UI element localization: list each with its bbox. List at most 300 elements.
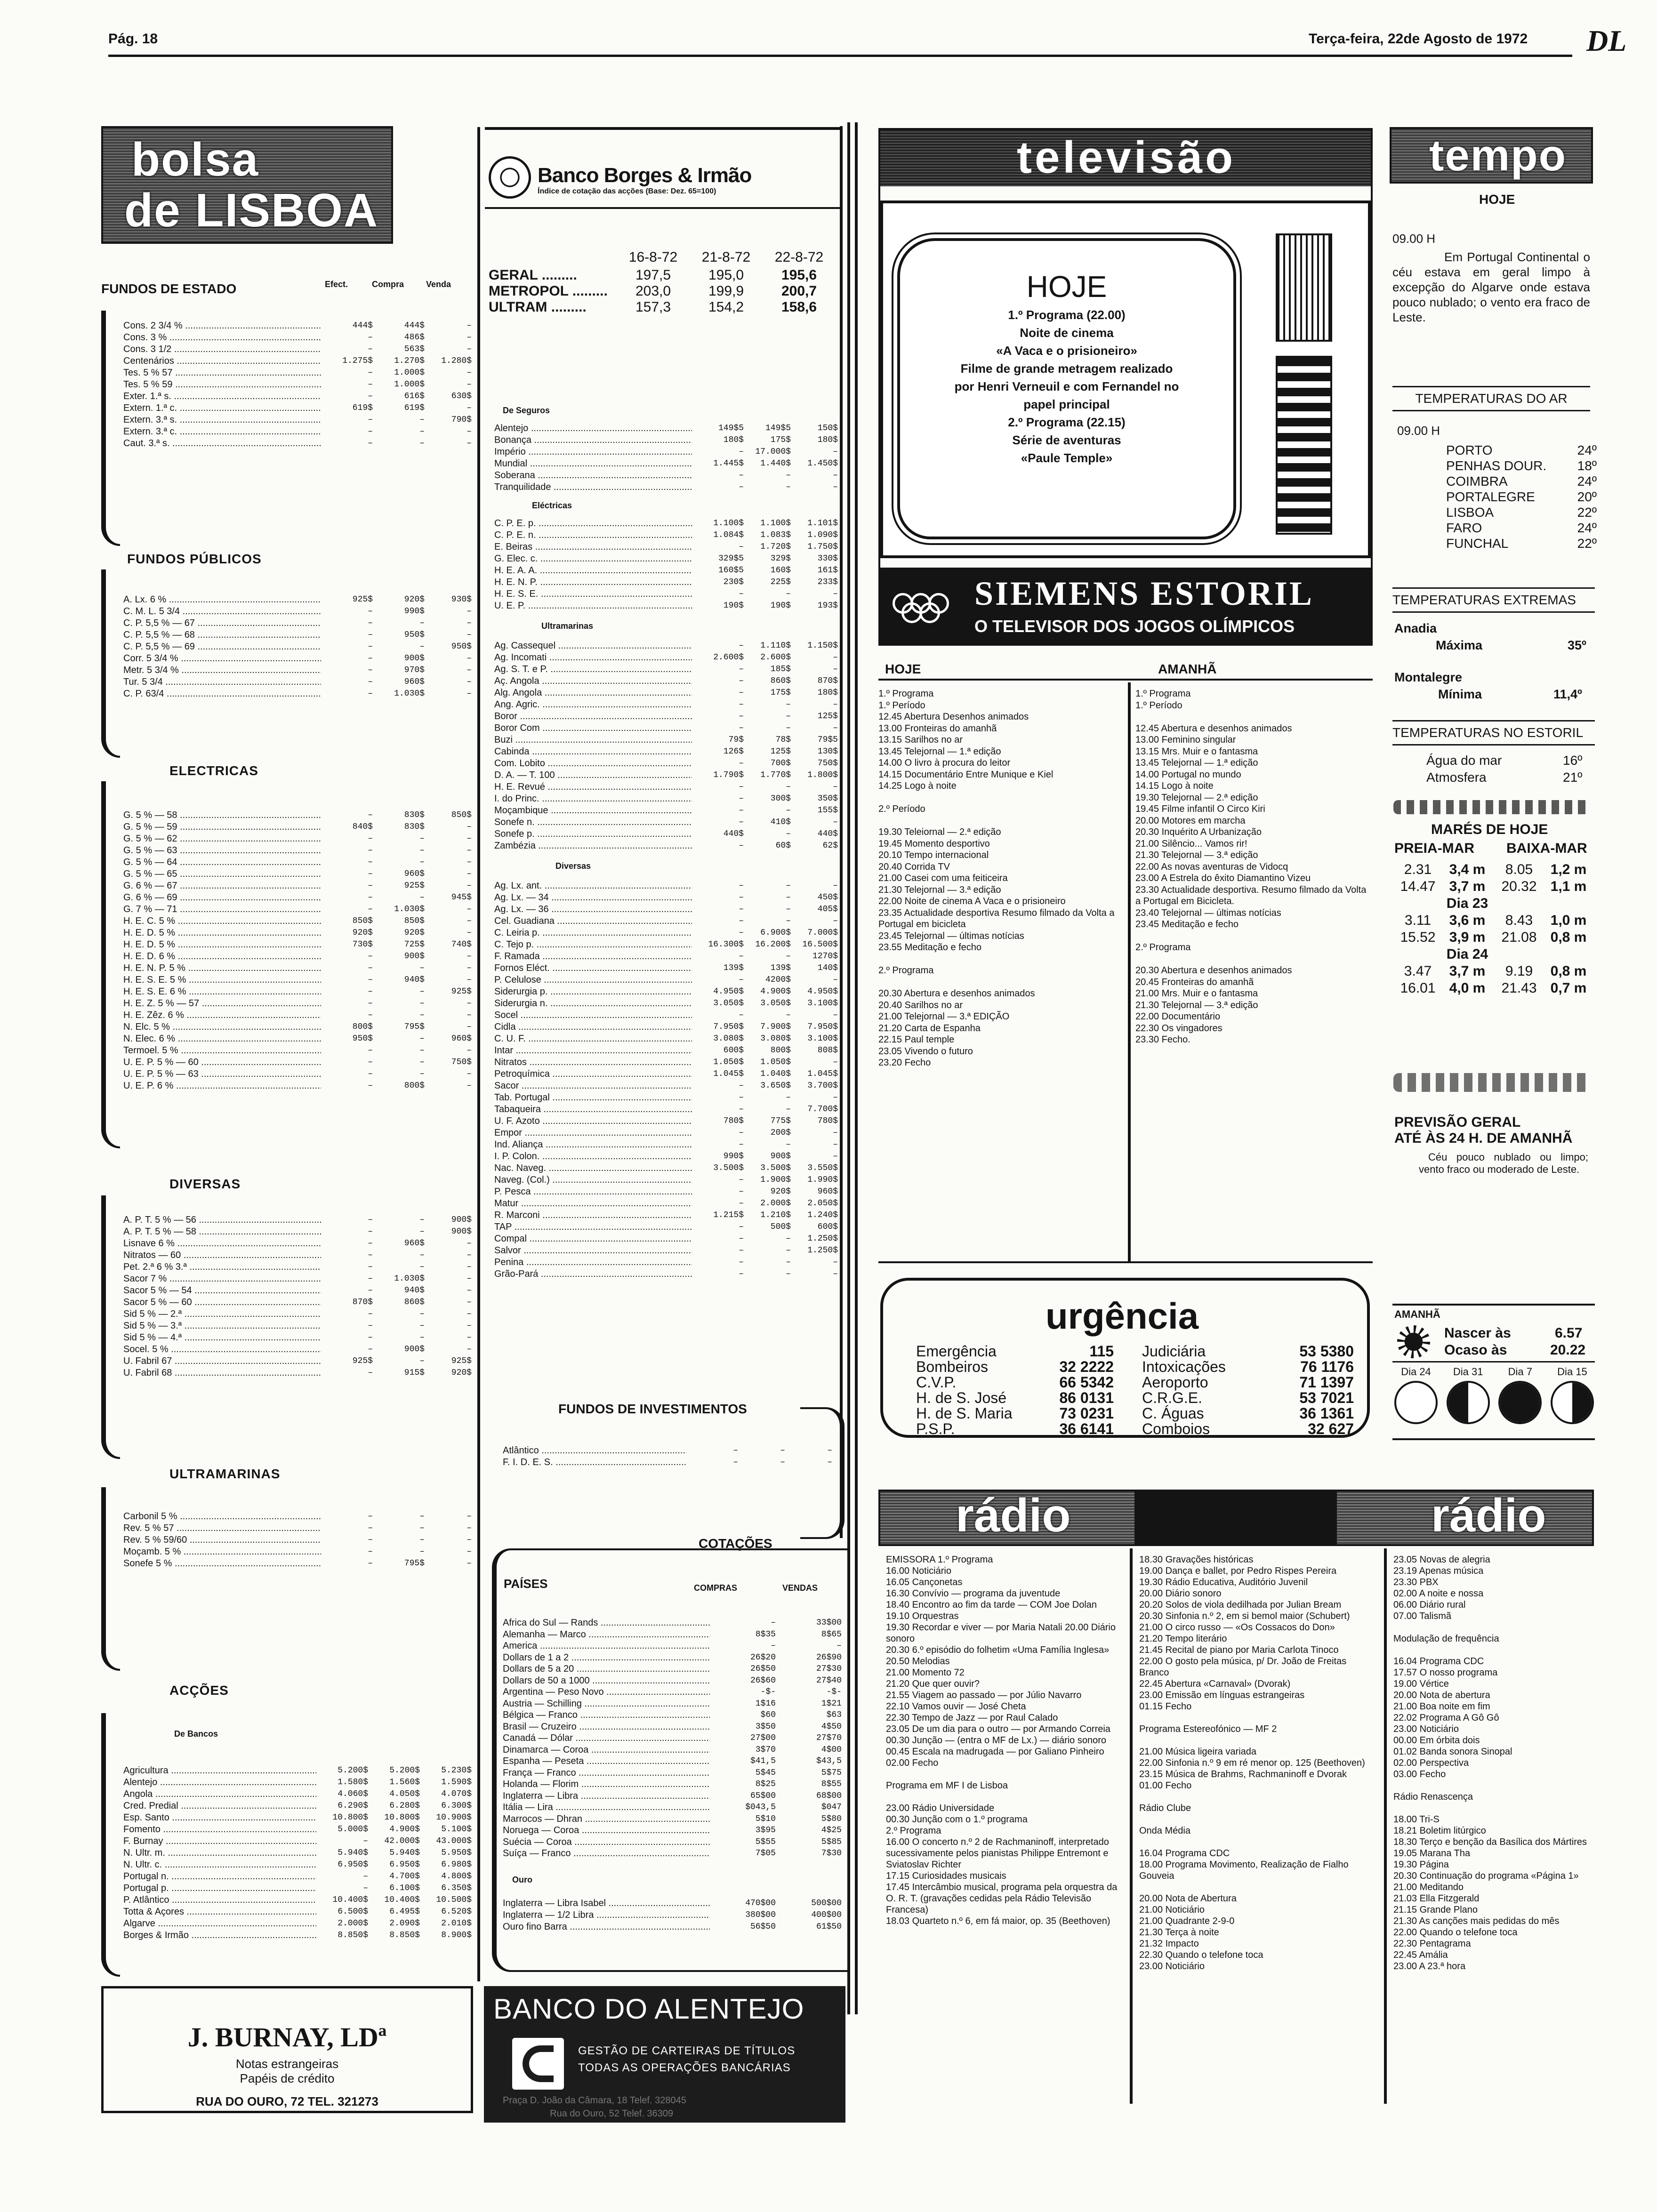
urgencia-row (916, 1390, 1114, 1406)
row-value: 870$ (817, 676, 838, 686)
table-row (494, 1045, 838, 1057)
borges-row (489, 267, 837, 283)
tide-cell: 0,8 m (1550, 963, 1587, 979)
table-row (494, 734, 838, 746)
table-row (494, 577, 838, 588)
diversas-table (123, 1214, 472, 1379)
row-value: – (419, 963, 425, 973)
borges-dates-row (489, 249, 837, 265)
row-value: 26$50 (750, 1664, 776, 1674)
mid-ultramarinas-table (494, 640, 838, 852)
borges-row-value: 197,5 (635, 267, 671, 283)
row-value: 900$ (404, 952, 425, 961)
row-value: $60 (760, 1710, 776, 1720)
row-label: Mundial ..... (494, 458, 692, 470)
table-row (123, 1033, 472, 1045)
row-value: 190$ (723, 601, 744, 610)
row-value: – (786, 916, 791, 926)
table-row (494, 1198, 838, 1210)
row-value: – (786, 829, 791, 839)
row-label: Sacor 7 % ..... (123, 1273, 321, 1285)
row-value: – (419, 1535, 425, 1545)
table-row (494, 470, 838, 481)
row-value: – (739, 881, 744, 890)
row-value: – (368, 1058, 373, 1067)
row-label: Moçamb. 5 % ..... (123, 1546, 321, 1558)
row-label: Soberana ..... (494, 470, 692, 481)
row-label: Fornos Eléct. ..... (494, 962, 692, 974)
row-label: Fomento ..... (123, 1824, 316, 1835)
table-row (494, 828, 838, 840)
row-value: – (739, 928, 744, 938)
urgencia-label: H. de S. Maria (916, 1405, 1013, 1422)
moon-date: Dia 7 (1508, 1366, 1532, 1378)
row-value: – (739, 589, 744, 599)
row-value: – (786, 700, 791, 709)
row-value: – (467, 321, 472, 330)
row-value: – (467, 858, 472, 867)
table-row (494, 805, 838, 817)
table-row (123, 606, 472, 617)
row-value: 43.000$ (436, 1836, 472, 1846)
moon-date: Dia 15 (1557, 1366, 1587, 1378)
row-value: 500$ (770, 1222, 791, 1232)
row-value: 950$ (404, 630, 425, 640)
row-value: – (419, 858, 425, 867)
row-value: 3.050$ (713, 999, 744, 1008)
row-label: H. E. N. P. ..... (494, 577, 692, 588)
radio-banner-dark-center (1134, 1491, 1337, 1544)
row-label: A. P. T. 5 % — 58 ..... (123, 1226, 321, 1238)
table-row (123, 986, 472, 998)
row-value: – (833, 916, 838, 926)
row-value: – (467, 963, 472, 973)
row-value: – (419, 1333, 425, 1342)
siemens-ad (880, 568, 1371, 644)
row-value: 225$ (770, 577, 791, 587)
row-value: – (833, 1269, 838, 1279)
table-row (123, 904, 472, 915)
row-value: – (467, 1239, 472, 1248)
table-row (123, 1021, 472, 1033)
row-label: H. E. N. P. 5 % ..... (123, 962, 321, 974)
table-row (494, 817, 838, 828)
row-label: H. E. S. E. ..... (494, 588, 692, 600)
row-value: 3.080$ (713, 1034, 744, 1043)
row-value: 3.100$ (807, 999, 838, 1008)
row-value: 790$ (451, 415, 472, 425)
table-row (123, 833, 472, 845)
row-value: – (739, 841, 744, 850)
row-value: 8.900$ (441, 1931, 472, 1940)
row-value: 600$ (723, 1046, 744, 1055)
row-label: Império ..... (494, 446, 692, 458)
row-value: – (368, 665, 373, 675)
row-label: G. 6 % — 67 ..... (123, 880, 321, 892)
mares-preia: PREIA-MAR (1394, 841, 1474, 856)
row-value: 619$ (352, 403, 373, 413)
row-label: Sacor ..... (494, 1080, 692, 1092)
row-label: H. E. D. 5 % ..... (123, 927, 321, 939)
row-value: – (368, 642, 373, 651)
row-value: – (419, 642, 425, 651)
table-row (503, 1790, 842, 1802)
row-value: 6.350$ (441, 1883, 472, 1893)
table-row (123, 1010, 472, 1021)
row-value: 800$ (352, 1022, 373, 1032)
row-value: 1.100$ (713, 519, 744, 528)
investimentos-title: FUNDOS DE INVESTIMENTOS (554, 1402, 752, 1417)
row-label: C. P. 5,5 % — 68 ..... (123, 629, 321, 641)
row-value: – (786, 952, 791, 961)
row-label: Canadá — Dólar ..... (503, 1732, 710, 1744)
tide-cell: 1,0 m (1550, 913, 1587, 928)
table-row (503, 1848, 842, 1859)
row-value: – (368, 333, 373, 342)
row-label: P. Pesca ..... (494, 1186, 692, 1198)
table-row (503, 1675, 842, 1687)
row-label: Boror ..... (494, 711, 692, 722)
table-row (494, 1233, 838, 1245)
row-value: – (419, 1227, 425, 1236)
estoril-atmosfera-value: 21º (1563, 770, 1583, 785)
row-value: 450$ (817, 893, 838, 902)
row-value: 1.790$ (713, 770, 744, 780)
row-label: G. 7 % — 71 ..... (123, 904, 321, 915)
row-value: – (368, 1345, 373, 1354)
row-value: 2.000$ (338, 1919, 368, 1928)
moon-icon (1551, 1381, 1594, 1424)
table-row (494, 998, 838, 1010)
table-row (503, 1813, 842, 1825)
table-row (123, 1344, 472, 1355)
table-row (123, 1859, 472, 1871)
table-row (123, 1045, 472, 1057)
borges-top-rule (485, 127, 843, 130)
table-row (123, 892, 472, 904)
row-value: – (786, 881, 791, 890)
table-row (123, 688, 472, 700)
row-label: Austria — Schilling ..... (503, 1698, 710, 1710)
row-value: – (467, 1250, 472, 1260)
row-value: – (833, 471, 838, 480)
city-row (1446, 442, 1597, 458)
row-label: F. Burnay ..... (123, 1835, 316, 1847)
row-label: H. E. Revué ..... (494, 781, 692, 793)
seguros-table (494, 423, 838, 493)
row-value: – (467, 1559, 472, 1568)
row-value: – (467, 1081, 472, 1090)
table-row (123, 379, 472, 391)
row-label: Cons. 3 % ..... (123, 332, 321, 344)
table-row (494, 1080, 838, 1092)
row-value: – (368, 834, 373, 843)
row-label: G. 5 % — 64 ..... (123, 857, 321, 868)
moon-icon (1447, 1381, 1490, 1424)
row-value: – (833, 782, 838, 792)
row-value: 930$ (451, 595, 472, 604)
table-row (123, 344, 472, 355)
row-value: 1$16 (755, 1699, 776, 1708)
table-row (123, 594, 472, 606)
row-label: Dollars de 50 a 1000 ..... (503, 1675, 710, 1687)
row-value: 970$ (404, 665, 425, 675)
row-label: Boror Com ..... (494, 722, 692, 734)
table-row (123, 1511, 472, 1523)
row-value: – (467, 1069, 472, 1079)
tv-col-rule (878, 679, 1373, 681)
row-value: 233$ (817, 577, 838, 587)
row-label: Siderurgia p. ..... (494, 986, 692, 998)
row-value: 800$ (770, 1046, 791, 1055)
page-number: Pág. 18 (108, 31, 158, 47)
table-row (494, 446, 838, 458)
row-value: 1.450$ (807, 459, 838, 468)
row-value: – (419, 618, 425, 628)
city-name: PENHAS DOUR. (1446, 458, 1547, 473)
row-value: 1.250$ (807, 1234, 838, 1243)
row-value: – (786, 1258, 791, 1267)
row-label: Corr. 5 3/4 % ..... (123, 653, 321, 665)
row-value: – (467, 630, 472, 640)
row-value: 1.275$ (342, 356, 373, 366)
row-value: 3.500$ (760, 1163, 791, 1173)
city-name: COIMBRA (1446, 474, 1508, 489)
table-row (494, 588, 838, 600)
urgencia-row (916, 1375, 1114, 1390)
table-row (123, 1765, 472, 1777)
row-label: Tur. 5 3/4 ..... (123, 676, 321, 688)
row-value: – (419, 1512, 425, 1521)
row-value: – (739, 542, 744, 552)
row-value: 2.000$ (760, 1199, 791, 1208)
siemens-slogan: O TELEVISOR DOS JOGOS OLÍMPICOS (974, 617, 1295, 636)
row-value: 4.950$ (807, 987, 838, 996)
row-label: Sid 5 % — 2.ª ..... (123, 1308, 321, 1320)
row-label: N. Ultr. m. ..... (123, 1847, 316, 1859)
row-value: 5.950$ (441, 1848, 472, 1858)
row-value: 1.215$ (713, 1210, 744, 1220)
row-value: 860$ (404, 1298, 425, 1307)
city-row (1446, 505, 1597, 520)
row-value: – (739, 1199, 744, 1208)
tide-cell: 21.43 (1501, 980, 1537, 996)
row-label: Ag. Lx. — 34 ..... (494, 892, 692, 904)
row-label: Caut. 3.ª s. ..... (123, 438, 321, 449)
row-value: 200$ (770, 1128, 791, 1138)
table-row (123, 951, 472, 962)
row-label: Totta & Açores ..... (123, 1906, 316, 1918)
row-label: U. Fabril 68 ..... (123, 1367, 321, 1379)
row-label: Naveg. (Col.) ..... (494, 1174, 692, 1186)
table-row (494, 529, 838, 541)
table-row (123, 939, 472, 951)
table-row (494, 1092, 838, 1104)
row-label: Salvor ..... (494, 1245, 692, 1257)
table-row (123, 880, 472, 892)
moon-date: Dia 31 (1453, 1366, 1483, 1378)
row-value: – (368, 963, 373, 973)
row-label: Ag. Incomati ..... (494, 652, 692, 664)
borges-row-label: METROPOL ......... (489, 283, 608, 299)
row-value: 3.100$ (807, 1034, 838, 1043)
tv-line1: 1.º Programa (22.00) (1008, 308, 1126, 322)
row-value: – (467, 1512, 472, 1521)
table-row (494, 904, 838, 915)
borges-row-value: 157,3 (635, 299, 671, 315)
row-value: – (368, 975, 373, 985)
row-value: – (467, 380, 472, 389)
urgencia-label: Emergência (916, 1343, 997, 1360)
row-label: C. Tejo p. ..... (494, 939, 692, 951)
urgencia-number: 36 6141 (1059, 1420, 1114, 1437)
row-value: – (833, 881, 838, 890)
row-value: 150$ (817, 424, 838, 433)
row-value: 4$25 (821, 1826, 842, 1835)
row-value: 925$ (352, 595, 373, 604)
row-value: – (833, 1258, 838, 1267)
row-value: – (739, 975, 744, 985)
alentejo-name: BANCO DO ALENTEJO (493, 1993, 804, 2025)
row-value: – (739, 641, 744, 650)
row-value: – (467, 689, 472, 698)
ultramarinas-bracket (101, 1487, 120, 1671)
borges-subtitle: Índice de cotação das acções (Base: Dez. 65=100) (538, 187, 716, 195)
row-value: 1.083$ (760, 530, 791, 540)
table-row (123, 868, 472, 880)
tide-cell (1394, 946, 1441, 963)
row-label: Portugal p. ..... (123, 1883, 316, 1894)
table-row (494, 927, 838, 939)
row-value: – (739, 893, 744, 902)
row-value: – (786, 1105, 791, 1114)
table-row (494, 687, 838, 699)
row-value: 915$ (404, 1368, 425, 1378)
row-value: 27$00 (750, 1733, 776, 1743)
table-row (503, 1686, 842, 1698)
row-value: $043,5 (745, 1803, 776, 1812)
row-value: 5$85 (821, 1837, 842, 1847)
row-value: – (419, 999, 425, 1008)
tv-line9: «Paule Temple» (1021, 451, 1113, 465)
row-value: – (467, 1309, 472, 1319)
row-value: 380$00 (745, 1910, 776, 1920)
urgencia-label: C.R.G.E. (1142, 1389, 1203, 1406)
row-value: – (368, 1274, 373, 1283)
row-value: 960$ (451, 1034, 472, 1043)
row-value: 1.000$ (394, 368, 425, 377)
radio-col3: 23.05 Novas de alegria 23.19 Apenas música 23.30 PBX 02.00 A noite e nossa 06.00 Diário rural 07.00 Talismã Modulação de frequência 16.04 Programa CDC 17.57 O nosso programa 19.00 Vértice 20.00 Nota de abertura 21.00 Boa noite em fim 22.02 Programa A Gô Gô 23.00 Noticiário 00.00 Em órbita dois 01.02 Banda sonora Sinopal 02.00 Perspectiva 03.00 Fecho Rádio Renascença 18.00 Tri-S 18.21 Boletim litúrgico 18.30 Terço e benção da Basílica dos Mártires 19.05 Marana Tha 19.30 Página 20.30 Continuação do programa «Página 1» 21.00 Meditando 21.03 Ella Fitzgerald 21.15 Grande Plano 21.30 As canções mais pedidas do mês 22.00 Quando o telefone toca 22.30 Pentagrama 22.45 Amália 23.00 A 23.ª hora (1393, 1555, 1587, 1972)
tide-row (1394, 980, 1592, 997)
borges-row-value: 199,9 (708, 283, 744, 299)
row-value: 1.090$ (807, 530, 838, 540)
table-row (503, 1755, 842, 1767)
row-label: U. E. P. 5 % — 63 ..... (123, 1068, 321, 1080)
row-value: – (786, 1093, 791, 1102)
row-value: 960$ (404, 1239, 425, 1248)
borges-row-label: ULTRAM ......... (489, 299, 587, 315)
table-row (123, 1250, 472, 1261)
table-row (494, 1010, 838, 1021)
row-label: Tabaqueira ..... (494, 1104, 692, 1115)
urgencia-number: 32 2222 (1059, 1358, 1114, 1375)
tide-cell: 3,9 m (1449, 930, 1486, 945)
temp-ar-title: TEMPERATURAS DO AR (1392, 386, 1590, 411)
tide-row (1394, 861, 1592, 878)
row-value: 500$00 (811, 1899, 842, 1908)
table-row (494, 986, 838, 998)
row-label: Aç. Angola ..... (494, 675, 692, 687)
moon-date: Dia 24 (1401, 1366, 1431, 1378)
city-name: PORTALEGRE (1446, 489, 1535, 504)
row-value: 925$ (404, 881, 425, 890)
extremas-minima: Mínima (1438, 687, 1482, 701)
tide-cell: 8.43 (1505, 913, 1533, 928)
row-label: Cabinda ..... (494, 746, 692, 758)
row-value: 68$00 (816, 1791, 842, 1801)
row-label: H. E. Zêz. 6 % ..... (123, 1010, 321, 1021)
table-row (494, 1139, 838, 1151)
row-value: 920$ (352, 928, 373, 938)
row-label: Intar ..... (494, 1045, 692, 1057)
urgencia-number: 76 1176 (1300, 1358, 1354, 1375)
row-label: Suíça — Franco ..... (503, 1848, 710, 1859)
row-value: 8.850$ (389, 1931, 420, 1940)
borges-row-value: 200,7 (781, 283, 817, 299)
row-value: – (786, 712, 791, 721)
table-row (123, 1871, 472, 1883)
row-value: 56$50 (750, 1922, 776, 1931)
table-row (494, 434, 838, 446)
row-value: 3.700$ (807, 1081, 838, 1090)
row-value: 960$ (404, 677, 425, 687)
row-value: 5$55 (755, 1837, 776, 1847)
row-value: – (467, 618, 472, 628)
row-label: C. P. 5,5 % — 69 ..... (123, 641, 321, 653)
row-value: 925$ (352, 1356, 373, 1366)
table-row (503, 1663, 842, 1675)
row-label: TAP ..... (494, 1221, 692, 1233)
row-value: – (368, 881, 373, 890)
burnay-ad (101, 1986, 473, 2113)
row-value: – (419, 1215, 425, 1225)
row-value: – (368, 1333, 373, 1342)
row-label: H. E. C. 5 % ..... (123, 915, 321, 927)
row-value: 7.950$ (713, 1022, 744, 1032)
row-value: 900$ (404, 1345, 425, 1354)
row-value: 8$65 (821, 1629, 842, 1639)
mid-electricas-title: Eléctricas (532, 501, 572, 510)
row-value: – (739, 1269, 744, 1279)
olympic-rings-icon (893, 593, 949, 621)
burnay-address: RUA DO OURO, 72 TEL. 321273 (196, 2094, 378, 2108)
row-value: – (833, 653, 838, 662)
row-value: 1270$ (812, 952, 838, 961)
row-value: 175$ (770, 688, 791, 697)
city-name: FUNCHAL (1446, 536, 1509, 551)
table-row (494, 939, 838, 951)
tv-line6: papel principal (1023, 397, 1110, 411)
row-label: Portugal n. ..... (123, 1871, 316, 1883)
city-temp: 22º (1577, 505, 1597, 520)
previsao-ate: ATÉ ÀS 24 H. DE AMANHÃ (1394, 1130, 1573, 1146)
borges-index-table (489, 249, 837, 315)
tide-cell: 3,6 m (1449, 913, 1486, 928)
row-value: – (467, 1010, 472, 1020)
row-label: I. P. Colon. ..... (494, 1151, 692, 1162)
row-value: 17.000$ (755, 447, 791, 457)
row-label: Centenários ..... (123, 355, 321, 367)
